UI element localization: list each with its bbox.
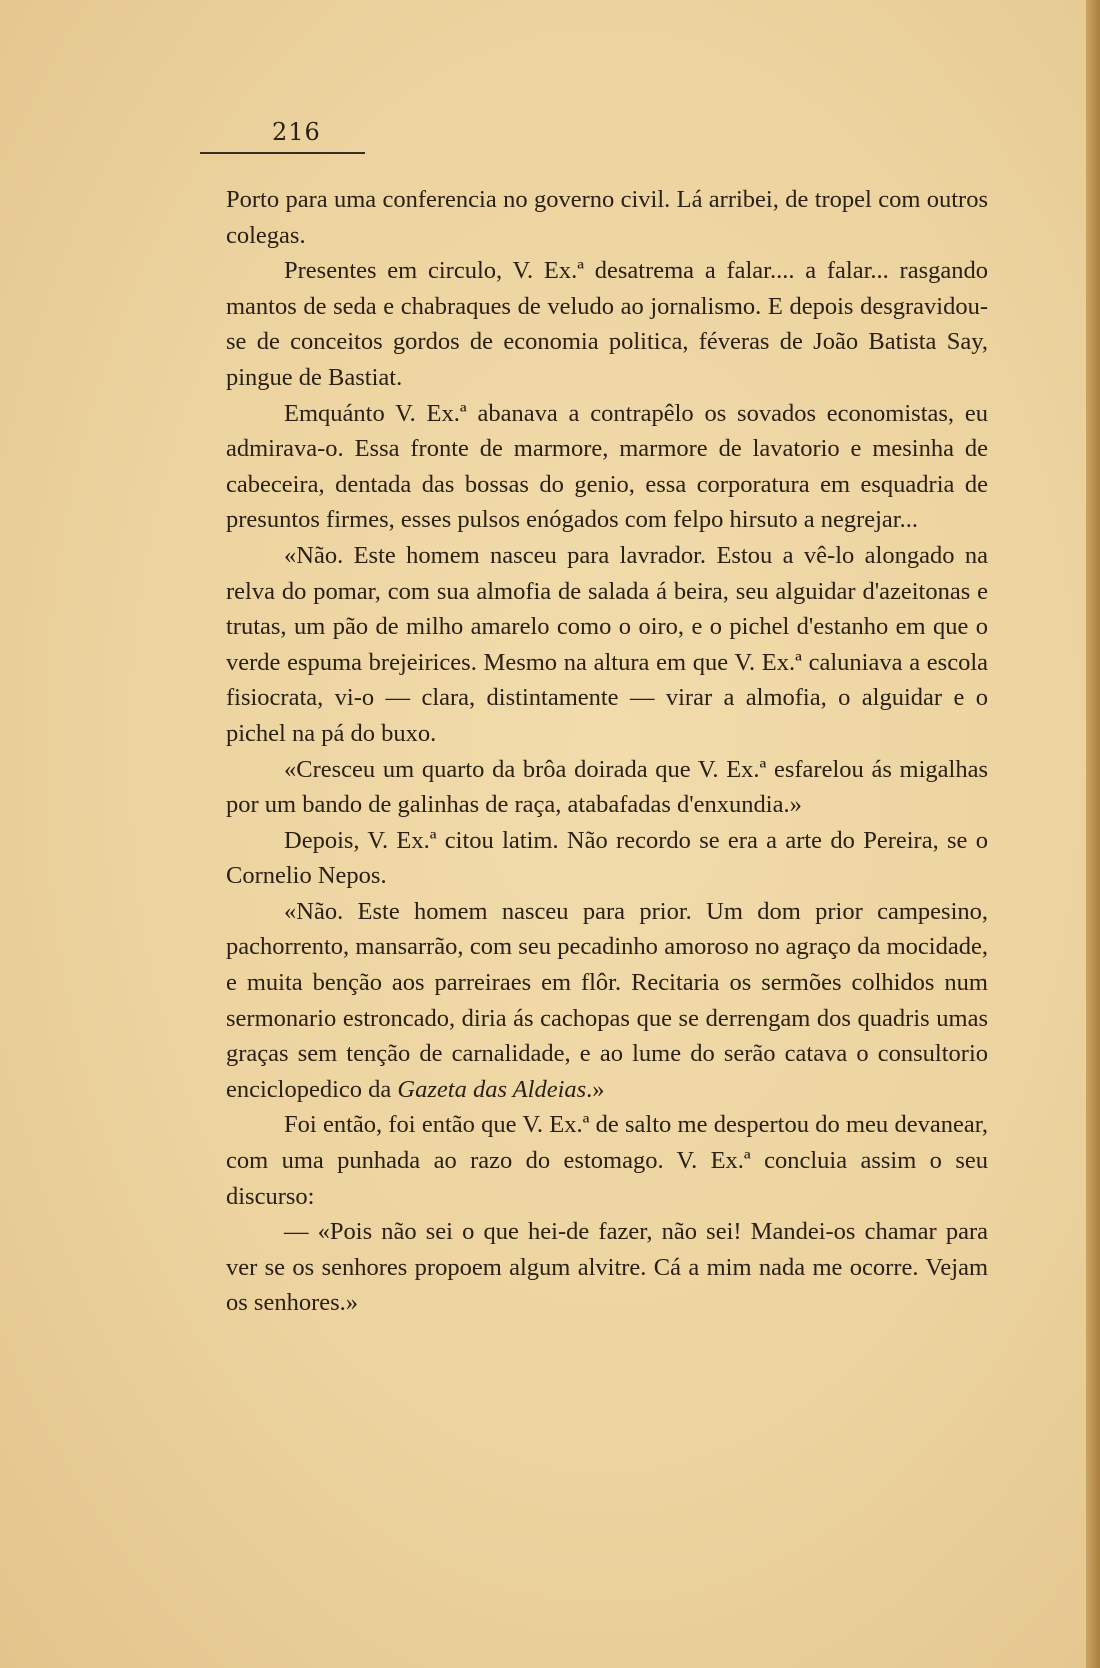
paragraph-7-text: «Não. Este homem nasceu para prior. Um dom prior campesino, pachorrento, mansarrão, com seu pecadinho amoroso no agraço da mocidade, e muita benção aos parreiraes em flôr. Recitaria os sermões colhidos num sermonario estroncado, diria ás cachopas que se derrengam dos quadris umas graças sem tenção de carnalidade, e ao lume do serão catava o consultorio enciclopedico da: [226, 897, 988, 1103]
paragraph-7-tail: .»: [586, 1075, 605, 1103]
paragraph-7: [226, 894, 988, 1108]
paragraph-2: Presentes em circulo, V. Ex.ª desatrema a falar.... a falar... rasgando mantos de seda e chabraques de veludo ao jornalismo. E depois desgravidou-se de conceitos gordos de economia politica, féveras de João Batista Say, pingue de Bastiat.: [226, 257, 988, 391]
page-edge: [1086, 0, 1100, 1668]
paragraph-1: Porto para uma conferencia no governo civil. Lá arribei, de tropel com outros colegas.: [226, 186, 988, 249]
body-text: [226, 182, 988, 1321]
paragraph-5: «Cresceu um quarto da brôa doirada que V. Ex.ª esfarelou ás migalhas por um bando de galinhas de raça, atabafadas d'enxundia.»: [226, 755, 988, 819]
gazette-title: Gazeta das Aldeias: [397, 1075, 587, 1103]
paragraph-3: Emquánto V. Ex.ª abanava a contrapêlo os sovados economistas, eu admirava-o. Essa fronte de marmore, marmore de lavatorio e mesinha de cabeceira, dentada das bossas do genio, essa corporatura em esquadria de presuntos firmes, esses pulsos enógados com felpo hirsuto a negrejar...: [226, 399, 988, 534]
paragraph-9: — «Pois não sei o que hei-de fazer, não sei! Mandei-os chamar para ver se os senhores propoem algum alvitre. Cá a mim nada me ocorre. Vejam os senhores.»: [226, 1218, 988, 1317]
paragraph-4: «Não. Este homem nasceu para lavrador. Estou a vê-lo alongado na relva do pomar, com sua almofia de salada á beira, seu alguidar d'azeitonas e trutas, um pão de milho amarelo como o oiro, e o pichel d'estanho em que o verde espuma brejeirices. Mesmo na altura em que V. Ex.ª caluniava a escola fisiocrata, vi-o — clara, distintamente — virar a almofia, o alguidar e o pichel na pá do buxo.: [226, 541, 988, 747]
paragraph-6: Depois, V. Ex.ª citou latim. Não recordo se era a arte do Pereira, se o Cornelio Nepos.: [226, 826, 988, 890]
page-number: 216: [272, 118, 321, 146]
paragraph-8: Foi então, foi então que V. Ex.ª de salto me despertou do meu devanear, com uma punhada ao razo do estomago. V. Ex.ª concluia assim o seu discurso:: [226, 1111, 988, 1210]
header-rule: [200, 152, 365, 154]
